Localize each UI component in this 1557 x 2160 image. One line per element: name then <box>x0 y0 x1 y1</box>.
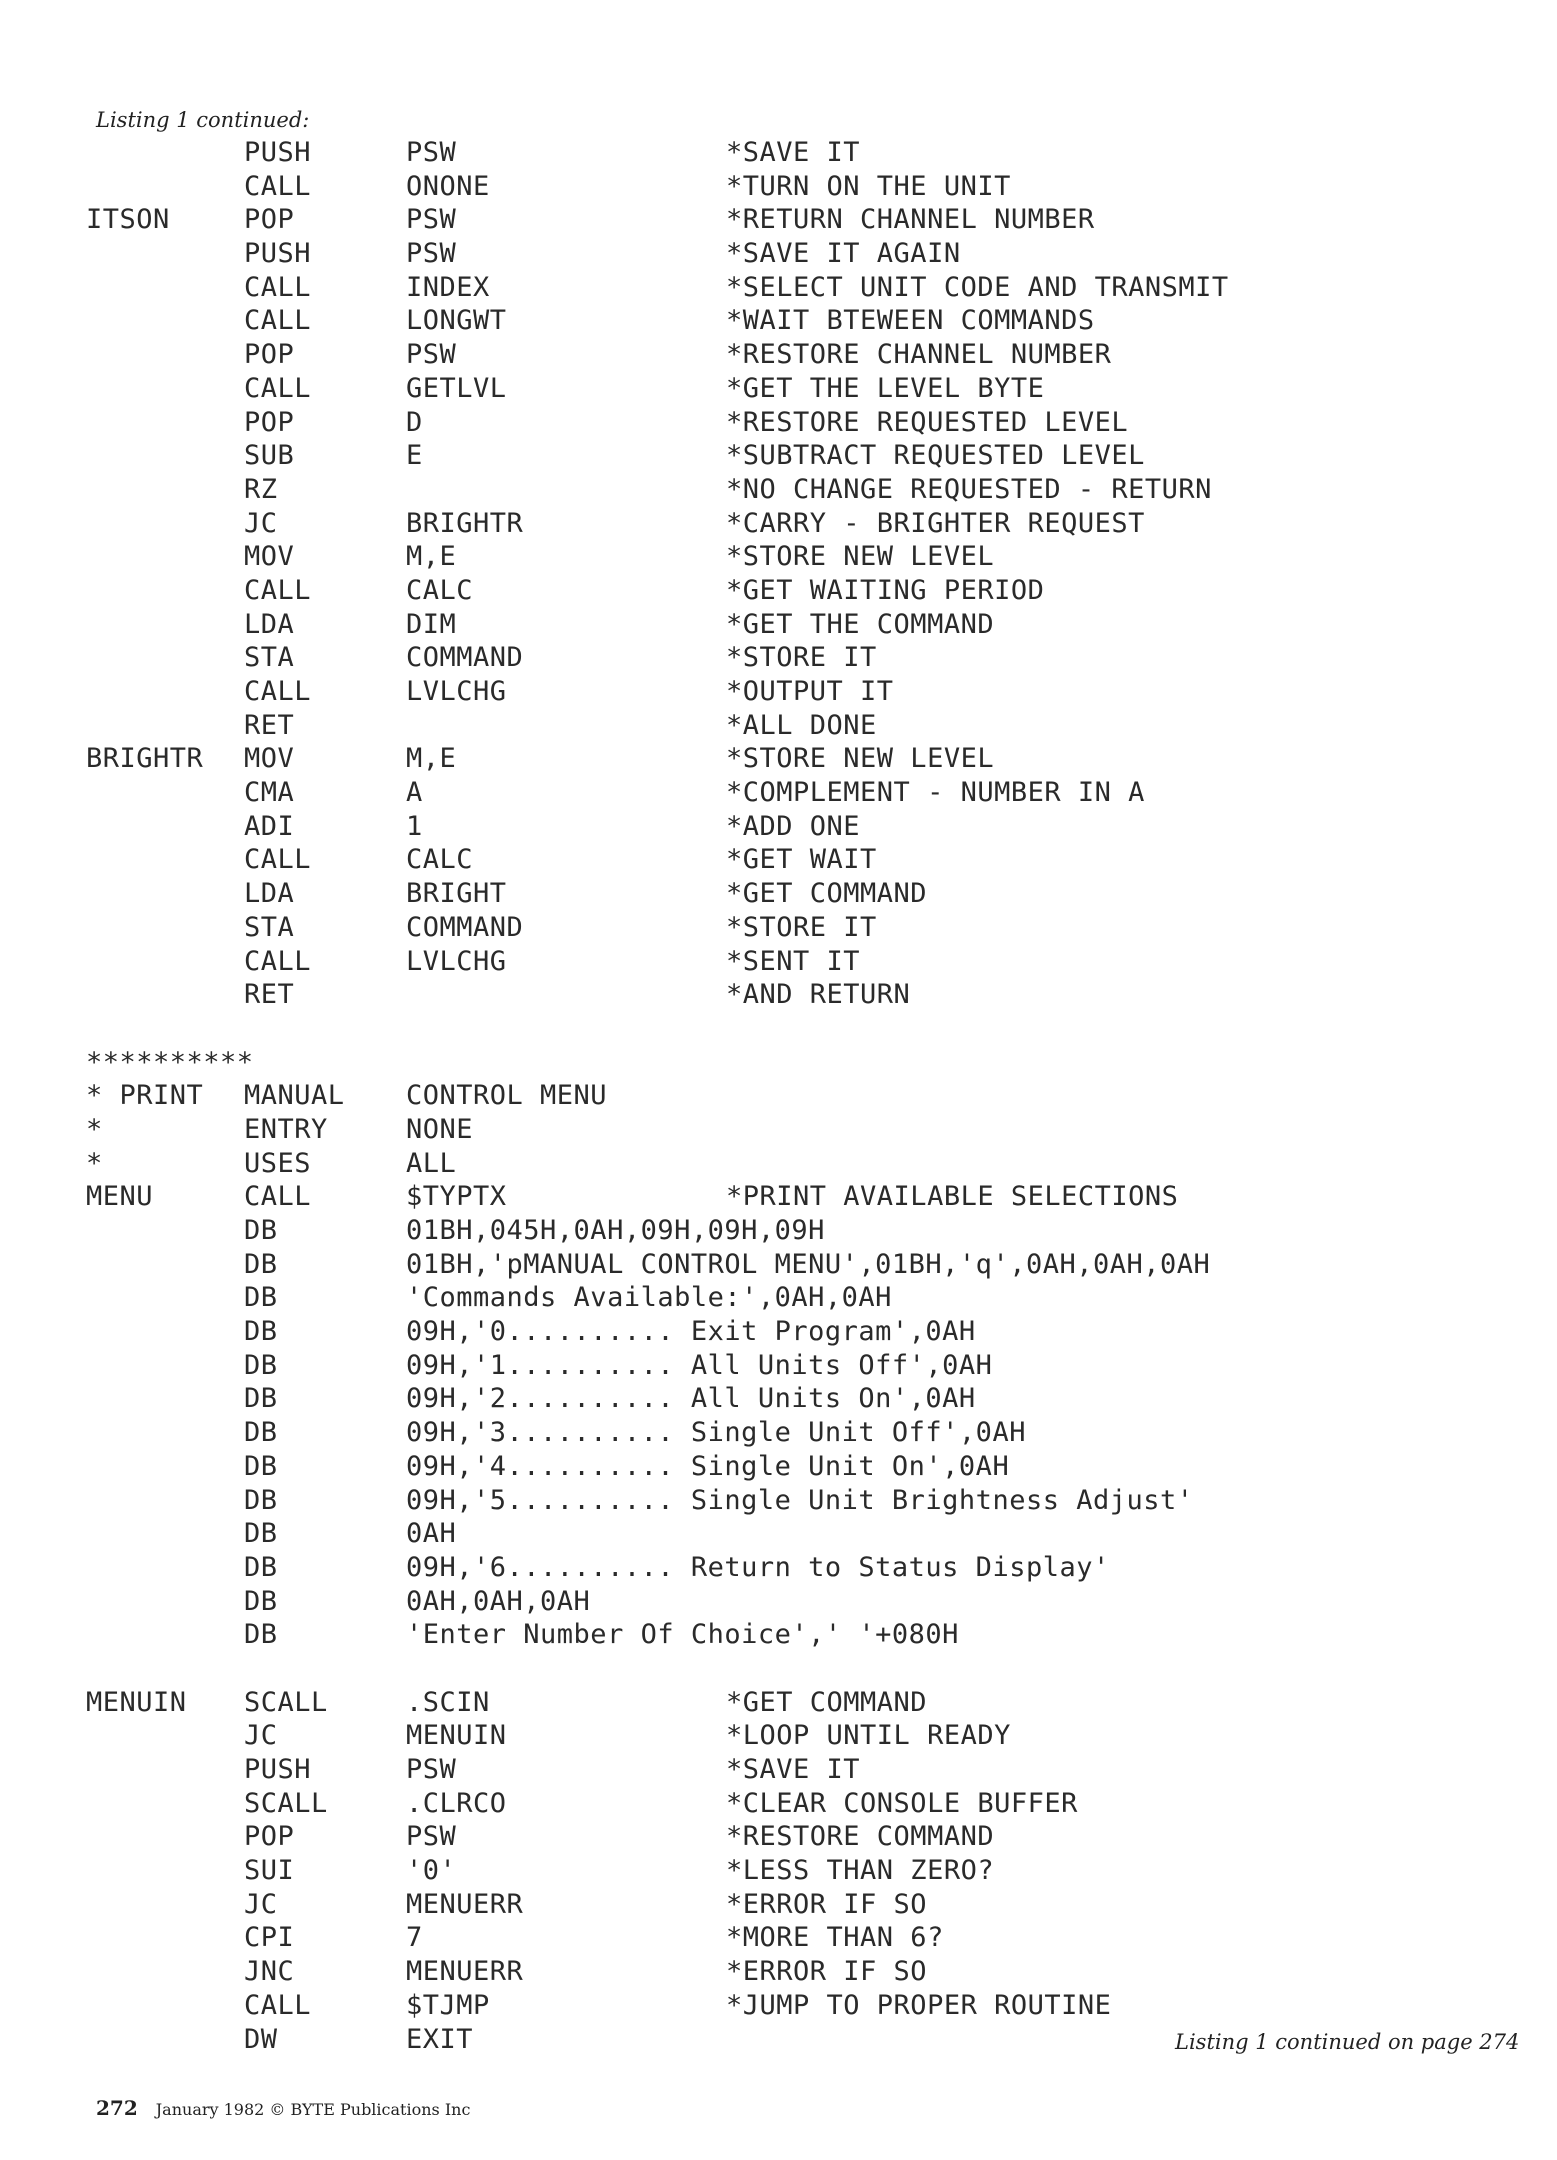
opcode-field: POP <box>244 339 295 371</box>
opcode-field: DB <box>244 1484 278 1516</box>
opcode-field: STA <box>244 642 295 674</box>
operand-field: A <box>406 777 423 809</box>
opcode-field: PUSH <box>244 238 312 270</box>
opcode-field: CALL <box>244 574 312 606</box>
opcode-field: POP <box>244 1821 295 1853</box>
comment-field: *LOOP UNTIL READY <box>726 1720 1011 1752</box>
operand-field: GETLVL <box>406 372 507 404</box>
comment-field: *GET THE COMMAND <box>726 608 995 640</box>
opcode-field: DB <box>244 1585 278 1617</box>
opcode-field: DB <box>244 1383 278 1415</box>
operand-field: 09H,'0.......... Exit Program',0AH <box>406 1316 976 1348</box>
operand-field: 1 <box>406 810 423 842</box>
label-field: BRIGHTR <box>86 743 204 775</box>
label-field: ********** <box>86 1046 254 1078</box>
operand-field: 09H,'4.......... Single Unit On',0AH <box>406 1450 1010 1482</box>
operand-field: M,E <box>406 541 457 573</box>
opcode-field: JC <box>244 1888 278 1920</box>
opcode-field: MANUAL <box>244 1080 345 1112</box>
comment-field: *JUMP TO PROPER ROUTINE <box>726 1989 1112 2021</box>
comment-field: *SUBTRACT REQUESTED LEVEL <box>726 440 1145 472</box>
label-field: * <box>86 1147 103 1179</box>
operand-field: 01BH,045H,0AH,09H,09H,09H <box>406 1215 825 1246</box>
opcode-field: LDA <box>244 878 295 910</box>
operand-field: ALL <box>406 1147 457 1179</box>
comment-field: *TURN ON THE UNIT <box>726 170 1011 202</box>
opcode-field: CALL <box>244 1181 312 1213</box>
operand-field: BRIGHTR <box>406 507 524 539</box>
operand-field: ONONE <box>406 170 490 202</box>
operand-field: 'Enter Number Of Choice',' '+080H <box>406 1619 959 1651</box>
operand-field: 09H,'6.......... Return to Status Display' <box>406 1551 1110 1583</box>
opcode-field: SCALL <box>244 1686 328 1718</box>
opcode-field: JNC <box>244 1956 295 1988</box>
comment-field: *RESTORE CHANNEL NUMBER <box>726 339 1112 371</box>
comment-field: *CLEAR CONSOLE BUFFER <box>726 1787 1078 1819</box>
operand-field: CALC <box>406 574 474 606</box>
opcode-field: DB <box>244 1316 278 1348</box>
opcode-field: PUSH <box>244 137 312 168</box>
operand-field: 0AH,0AH,0AH <box>406 1585 591 1617</box>
operand-field: COMMAND <box>406 911 524 943</box>
opcode-field: ADI <box>244 810 295 842</box>
opcode-field: DB <box>244 1450 278 1482</box>
comment-field: *STORE IT <box>726 911 877 943</box>
comment-field: *STORE NEW LEVEL <box>726 743 995 775</box>
opcode-field: CALL <box>244 372 312 404</box>
opcode-field: SUB <box>244 440 295 472</box>
operand-field: D <box>406 406 423 438</box>
page-number: 272 <box>96 2096 138 2120</box>
operand-field: MENUIN <box>406 1720 507 1752</box>
operand-field: PSW <box>406 1821 457 1853</box>
operand-field: .CLRCO <box>406 1787 507 1819</box>
comment-field: *RESTORE REQUESTED LEVEL <box>726 406 1129 438</box>
operand-field: 01BH,'pMANUAL CONTROL MENU',01BH,'q',0AH,0AH,0AH <box>406 1248 1211 1280</box>
operand-field: M,E <box>406 743 457 775</box>
opcode-field: CALL <box>244 844 312 876</box>
opcode-field: RET <box>244 709 295 741</box>
opcode-field: SUI <box>244 1855 295 1887</box>
comment-field: *NO CHANGE REQUESTED - RETURN <box>726 473 1212 505</box>
operand-field: PSW <box>406 1754 457 1785</box>
listing-continued-footer: Listing 1 continued on page 274 <box>1175 2030 1520 2054</box>
comment-field: *STORE IT <box>726 642 877 674</box>
operand-field: 09H,'5.......... Single Unit Brightness Adjust' <box>406 1484 1194 1516</box>
opcode-field: DB <box>244 1215 278 1246</box>
opcode-field: CALL <box>244 1989 312 2021</box>
comment-field: *GET THE LEVEL BYTE <box>726 372 1045 404</box>
comment-field: *GET WAIT <box>726 844 877 876</box>
operand-field: PSW <box>406 137 457 168</box>
operand-field: BRIGHT <box>406 878 507 910</box>
operand-field: EXIT <box>406 2023 474 2055</box>
opcode-field: DB <box>244 1417 278 1449</box>
opcode-field: LDA <box>244 608 295 640</box>
comment-field: *RETURN CHANNEL NUMBER <box>726 204 1095 236</box>
opcode-field: USES <box>244 1147 312 1179</box>
comment-field: *CARRY - BRIGHTER REQUEST <box>726 507 1145 539</box>
opcode-field: CALL <box>244 305 312 337</box>
label-field: MENUIN <box>86 1686 187 1718</box>
operand-field: CALC <box>406 844 474 876</box>
opcode-field: MOV <box>244 541 295 573</box>
opcode-field: POP <box>244 204 295 236</box>
operand-field: PSW <box>406 238 457 270</box>
operand-field: 7 <box>406 1922 423 1954</box>
label-field: MENU <box>86 1181 154 1213</box>
operand-field: '0' <box>406 1855 457 1887</box>
comment-field: *SAVE IT AGAIN <box>726 238 961 270</box>
opcode-field: DB <box>244 1619 278 1651</box>
operand-field: 09H,'3.......... Single Unit Off',0AH <box>406 1417 1026 1449</box>
operand-field: E <box>406 440 423 472</box>
comment-field: *AND RETURN <box>726 979 911 1011</box>
label-field: * PRINT <box>86 1080 204 1112</box>
opcode-field: SCALL <box>244 1787 328 1819</box>
operand-field: $TJMP <box>406 1989 490 2021</box>
opcode-field: RET <box>244 979 295 1011</box>
opcode-field: RZ <box>244 473 278 505</box>
comment-field: *ALL DONE <box>726 709 877 741</box>
opcode-field: DB <box>244 1518 278 1550</box>
opcode-field: ENTRY <box>244 1113 328 1145</box>
opcode-field: PUSH <box>244 1754 312 1785</box>
operand-field: PSW <box>406 339 457 371</box>
comment-field: *ERROR IF SO <box>726 1888 928 1920</box>
operand-field: 09H,'1.......... All Units Off',0AH <box>406 1349 993 1381</box>
label-field: ITSON <box>86 204 170 236</box>
comment-field: *GET COMMAND <box>726 1686 928 1718</box>
publication-credit: January 1982 © BYTE Publications Inc <box>155 2100 471 2119</box>
operand-field: 09H,'2.......... All Units On',0AH <box>406 1383 976 1415</box>
opcode-field: CALL <box>244 271 312 303</box>
operand-field: MENUERR <box>406 1956 524 1988</box>
operand-field: CONTROL MENU <box>406 1080 608 1112</box>
operand-field: MENUERR <box>406 1888 524 1920</box>
comment-field: *SAVE IT <box>726 137 861 168</box>
operand-field: $TYPTX <box>406 1181 507 1213</box>
page-folio <box>96 2096 470 2120</box>
opcode-field: DW <box>244 2023 278 2055</box>
comment-field: *COMPLEMENT - NUMBER IN A <box>726 777 1145 809</box>
operand-field: NONE <box>406 1113 474 1145</box>
operand-field: LVLCHG <box>406 945 507 977</box>
operand-field: INDEX <box>406 271 490 303</box>
comment-field: *MORE THAN 6? <box>726 1922 944 1954</box>
operand-field: PSW <box>406 204 457 236</box>
comment-field: *PRINT AVAILABLE SELECTIONS <box>726 1181 1179 1213</box>
comment-field: *STORE NEW LEVEL <box>726 541 995 573</box>
comment-field: *RESTORE COMMAND <box>726 1821 995 1853</box>
comment-field: *OUTPUT IT <box>726 676 894 707</box>
operand-field: 'Commands Available:',0AH,0AH <box>406 1282 892 1314</box>
opcode-field: CALL <box>244 676 312 707</box>
opcode-field: MOV <box>244 743 295 775</box>
opcode-field: DB <box>244 1551 278 1583</box>
operand-field: 0AH <box>406 1518 457 1550</box>
comment-field: *LESS THAN ZERO? <box>726 1855 995 1887</box>
opcode-field: STA <box>244 911 295 943</box>
operand-field: .SCIN <box>406 1686 490 1718</box>
opcode-field: DB <box>244 1282 278 1314</box>
operand-field: LVLCHG <box>406 676 507 707</box>
opcode-field: JC <box>244 1720 278 1752</box>
operand-field: COMMAND <box>406 642 524 674</box>
comment-field: *GET COMMAND <box>726 878 928 910</box>
comment-field: *ADD ONE <box>726 810 861 842</box>
opcode-field: CALL <box>244 170 312 202</box>
comment-field: *SELECT UNIT CODE AND TRANSMIT <box>726 271 1229 303</box>
operand-field: LONGWT <box>406 305 507 337</box>
listing-continued-header: Listing 1 continued: <box>96 108 310 132</box>
opcode-field: JC <box>244 507 278 539</box>
opcode-field: CALL <box>244 945 312 977</box>
comment-field: *WAIT BTEWEEN COMMANDS <box>726 305 1095 337</box>
comment-field: *SENT IT <box>726 945 861 977</box>
operand-field: DIM <box>406 608 457 640</box>
comment-field: *SAVE IT <box>726 1754 861 1785</box>
opcode-field: CPI <box>244 1922 295 1954</box>
opcode-field: DB <box>244 1349 278 1381</box>
comment-field: *GET WAITING PERIOD <box>726 574 1045 606</box>
opcode-field: DB <box>244 1248 278 1280</box>
opcode-field: CMA <box>244 777 295 809</box>
opcode-field: POP <box>244 406 295 438</box>
comment-field: *ERROR IF SO <box>726 1956 928 1988</box>
label-field: * <box>86 1113 103 1145</box>
